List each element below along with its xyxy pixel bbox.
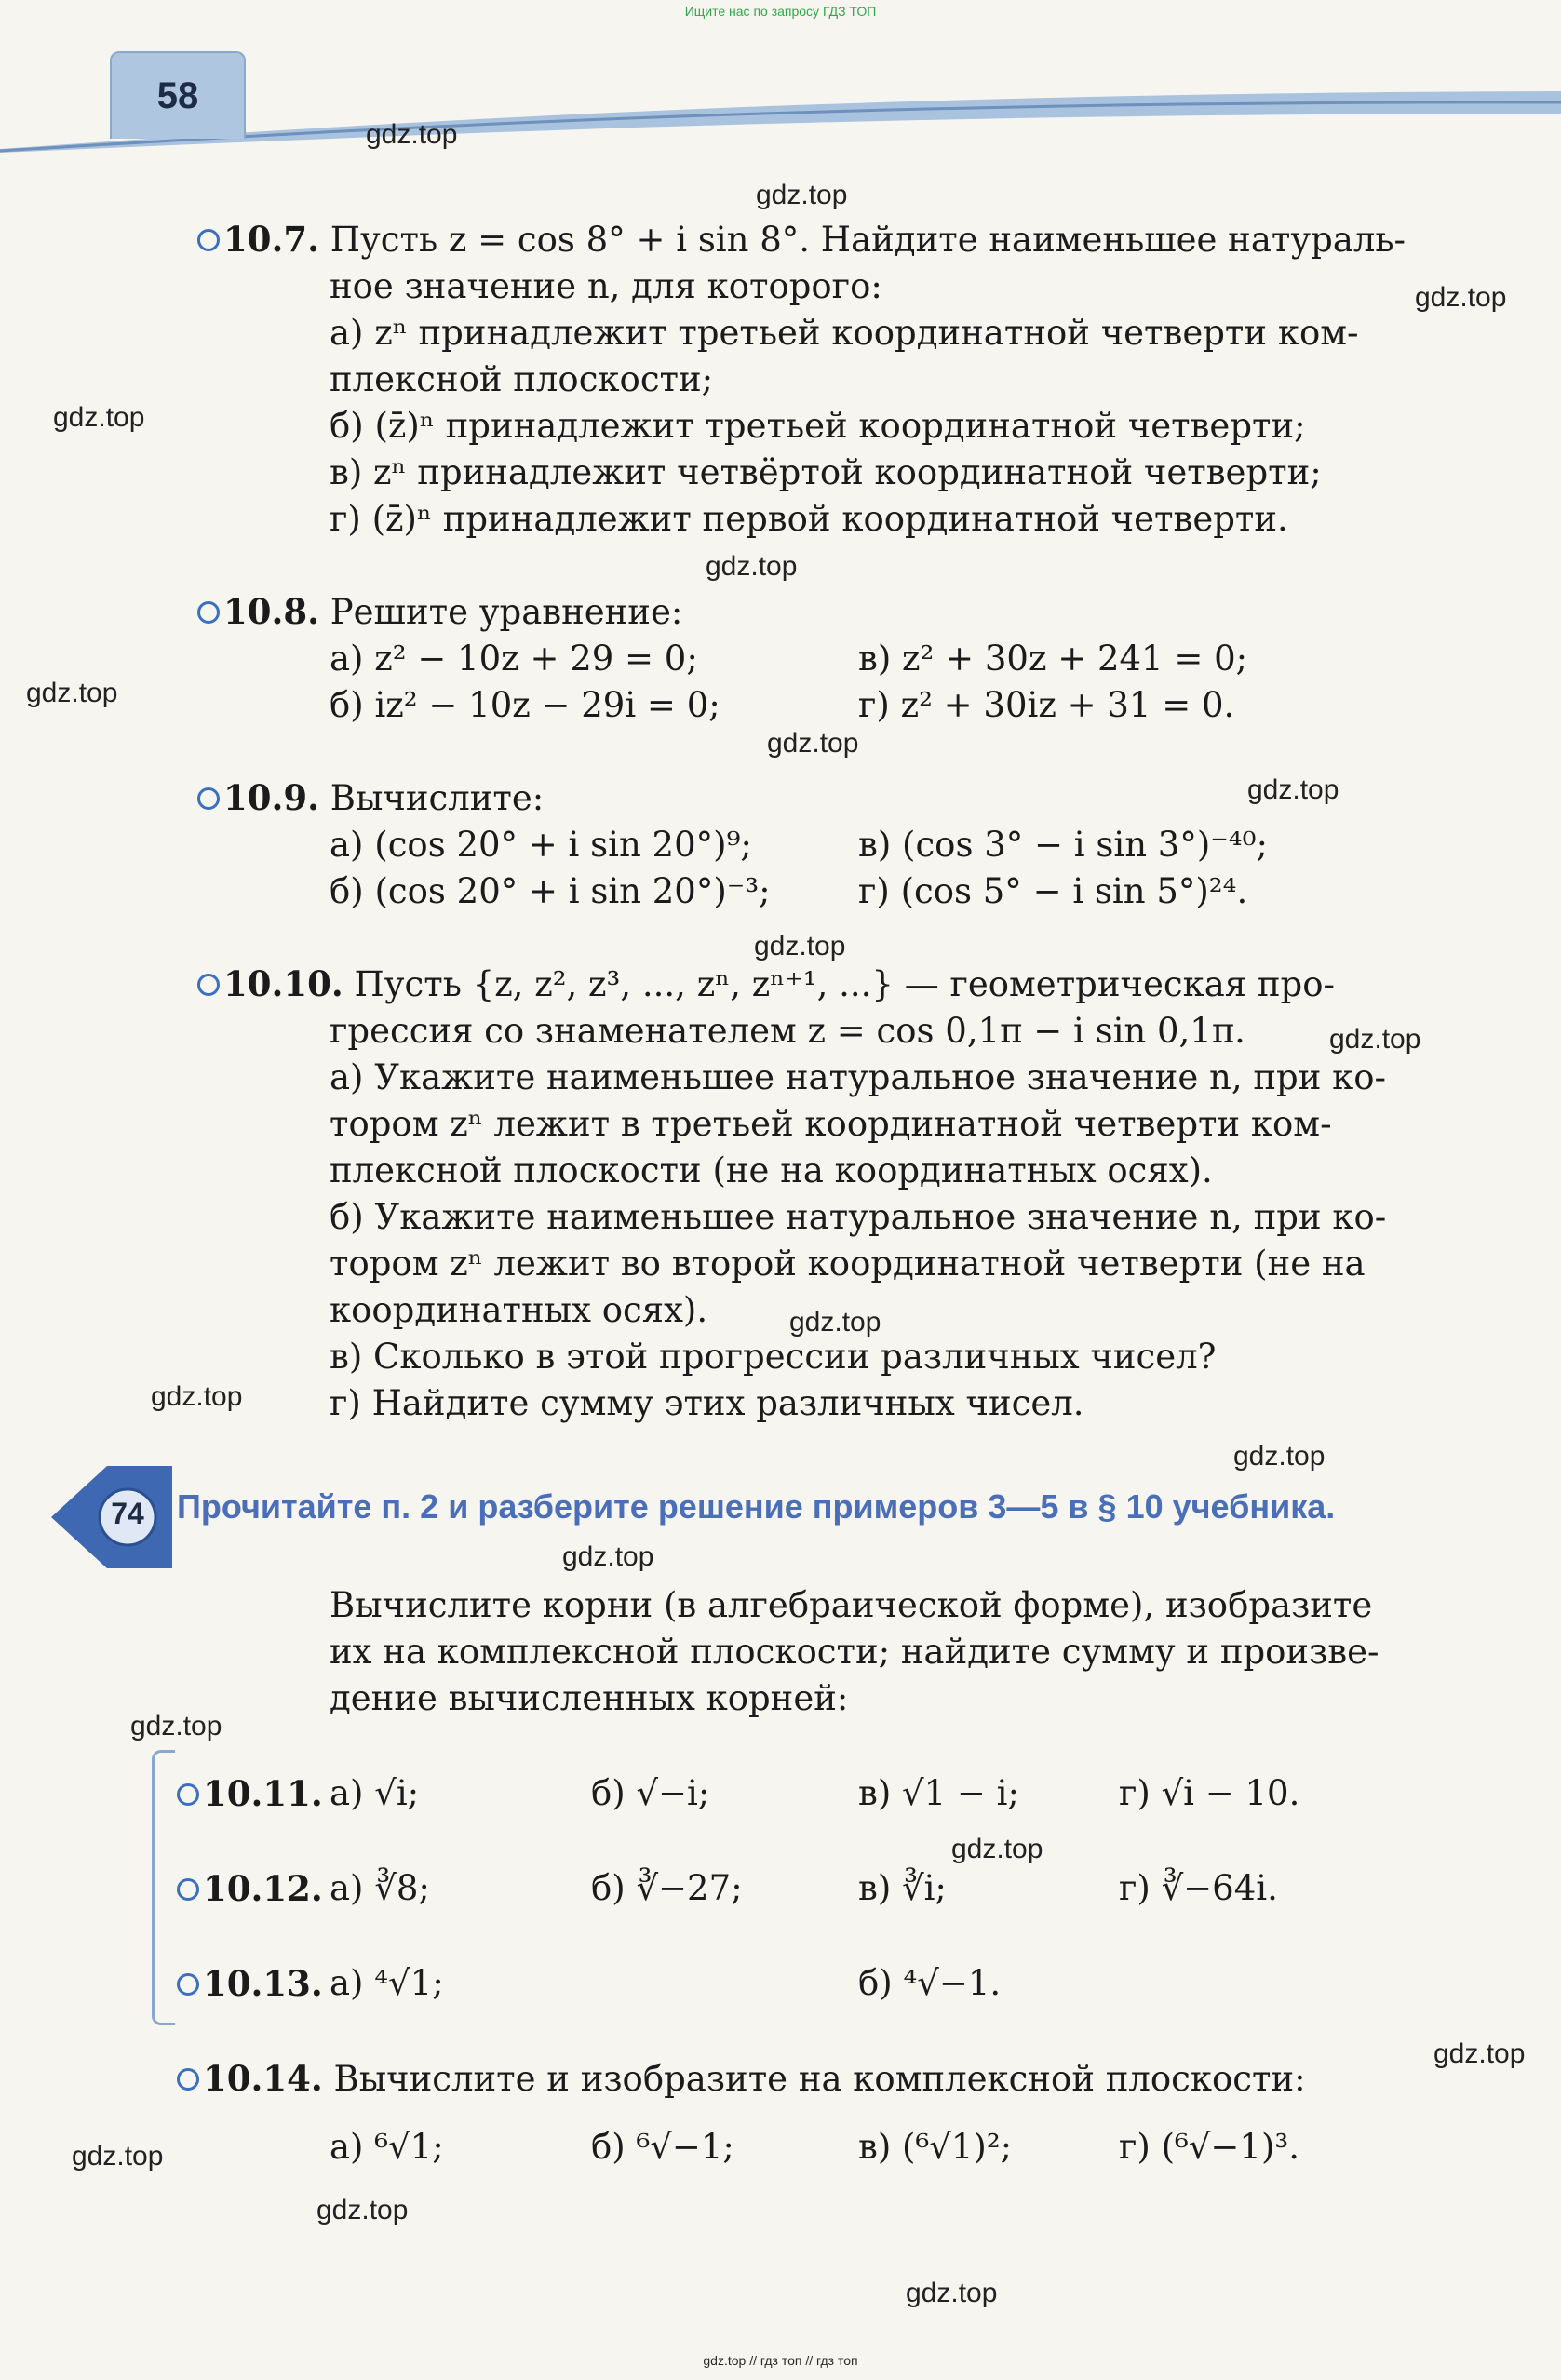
item-g: г) (cos 5° − i sin 5°)²⁴. [858, 871, 1248, 911]
exercise-line: координатных осях). [330, 1290, 708, 1330]
watermark: gdz.top [26, 678, 118, 708]
difficulty-circle-icon [177, 1783, 199, 1806]
exercise-number: 10.9. [223, 777, 319, 818]
difficulty-circle-icon [197, 974, 220, 996]
watermark: gdz.top [316, 2195, 409, 2225]
exercise-number: 10.8. [223, 591, 319, 632]
item-g: г) ∛−64i. [1119, 1868, 1278, 1908]
difficulty-circle-icon [177, 1973, 199, 1996]
exercise-group-bracket [152, 1750, 175, 2025]
exercise-line: Пусть z = cos 8° + i sin 8°. Найдите наименьшее натураль- [330, 220, 1406, 260]
exercise-10-13 [177, 1960, 1424, 2007]
exercise-line: в) zⁿ принадлежит четвёртой координатной четверти; [330, 452, 1322, 492]
watermark: gdz.top [151, 1381, 243, 1412]
exercise-10-14 [177, 2055, 1424, 2171]
watermark: gdz.top [562, 1541, 654, 1572]
intro-line: их на комплексной плоскости; найдите сумму и произве- [330, 1632, 1379, 1672]
section-badge [51, 1466, 172, 1568]
exercise-number: 10.7. [223, 219, 319, 260]
watermark: gdz.top [1433, 2038, 1526, 2069]
item-b: б) iz² − 10z − 29i = 0; [330, 685, 720, 725]
exercise-line: б) (z̄)ⁿ принадлежит третьей координатной четверти; [330, 406, 1306, 446]
exercise-number: 10.11. [203, 1773, 323, 1814]
exercise-10-12 [177, 1865, 1424, 1912]
item-b: б) ∛−27; [591, 1868, 743, 1908]
item-g: г) z² + 30iz + 31 = 0. [858, 685, 1235, 725]
item-v: в) √1 − i; [858, 1773, 1019, 1813]
item-v: в) ∛i; [858, 1868, 947, 1908]
exercise-line: тором zⁿ лежит в третьей координатной четверти ком- [330, 1104, 1332, 1144]
watermark: gdz.top [72, 2141, 164, 2172]
intro-line: дение вычисленных корней: [330, 1678, 849, 1718]
watermark: gdz.top [130, 1711, 222, 1741]
section-intro [330, 1582, 1379, 1722]
exercise-number: 10.12. [203, 1868, 323, 1909]
section-number: 74 [111, 1497, 144, 1530]
item-a: а) (cos 20° + i sin 20°)⁹; [330, 825, 752, 865]
watermark: gdz.top [789, 1307, 881, 1338]
exercise-line: плексной плоскости; [330, 359, 714, 399]
exercise-number: 10.13. [203, 1963, 323, 2004]
watermark: gdz.top [951, 1834, 1043, 1864]
exercise-line: плексной плоскости (не на координатных осях). [330, 1150, 1213, 1190]
item-b: б) ⁴√−1. [858, 1963, 1002, 2003]
watermark: gdz.top [906, 2278, 998, 2308]
item-a: а) z² − 10z + 29 = 0; [330, 639, 698, 679]
difficulty-circle-icon [177, 1878, 199, 1901]
exercise-number: 10.10. [223, 963, 343, 1004]
watermark: gdz.top [767, 728, 859, 759]
exercise-number: 10.14. [203, 2058, 323, 2099]
exercise-line: а) Укажите наименьшее натуральное значение n, при ко- [330, 1057, 1387, 1097]
item-b: б) ⁶√−1; [591, 2127, 734, 2167]
item-b: б) (cos 20° + i sin 20°)⁻³; [330, 871, 771, 911]
watermark: gdz.top [1329, 1024, 1421, 1055]
watermark: gdz.top [1415, 282, 1507, 313]
item-a: а) ∛8; [330, 1868, 430, 1908]
watermark: gdz.top [1233, 1441, 1326, 1472]
item-g: г) (⁶√−1)³. [1119, 2127, 1299, 2167]
item-a: а) ⁶√1; [330, 2127, 444, 2167]
exercise-line: г) (z̄)ⁿ принадлежит первой координатной четверти. [330, 499, 1288, 539]
exercise-10-7 [197, 216, 1406, 543]
intro-line: Вычислите корни (в алгебраической форме), изобразите [330, 1585, 1373, 1625]
exercise-line: а) zⁿ принадлежит третьей координатной четверти ком- [330, 313, 1359, 353]
exercise-line: б) Укажите наименьшее натуральное значение n, при ко- [330, 1197, 1387, 1237]
footer-note: gdz.top // гдз топ // гдз топ [703, 2353, 858, 2368]
exercise-title: Вычислите и изобразите на комплексной плоскости: [333, 2059, 1306, 2099]
item-v: в) z² + 30z + 241 = 0; [858, 639, 1248, 679]
item-g: г) √i − 10. [1119, 1773, 1300, 1813]
exercise-line: в) Сколько в этой прогрессии различных чисел? [330, 1337, 1217, 1377]
item-v: в) (cos 3° − i sin 3°)⁻⁴⁰; [858, 825, 1268, 865]
page-number: 58 [110, 51, 246, 139]
exercise-10-10 [197, 961, 1386, 1427]
exercise-line: ное значение n, для которого: [330, 266, 882, 306]
watermark: gdz.top [1247, 774, 1339, 805]
section-header: Прочитайте п. 2 и разберите решение примеров 3—5 в § 10 учебника. [177, 1487, 1336, 1526]
exercise-title: Вычислите: [330, 778, 545, 818]
item-a: а) √i; [330, 1773, 420, 1813]
watermark: gdz.top [756, 180, 848, 210]
top-note: Ищите нас по запросу ГДЗ ТОП [684, 4, 877, 19]
difficulty-circle-icon [177, 2068, 199, 2091]
difficulty-circle-icon [197, 229, 220, 251]
item-b: б) √−i; [591, 1773, 710, 1813]
exercise-line: Пусть {z, z², z³, ..., zⁿ, zⁿ⁺¹, ...} — геометрическая про- [354, 964, 1336, 1004]
watermark: gdz.top [366, 119, 458, 150]
item-a: а) ⁴√1; [330, 1963, 444, 2003]
exercise-line: грессия со знаменателем z = cos 0,1π − i sin 0,1π. [330, 1011, 1245, 1051]
exercise-line: тором zⁿ лежит во второй координатной четверти (не на [330, 1244, 1366, 1284]
exercise-line: г) Найдите сумму этих различных чисел. [330, 1383, 1084, 1423]
difficulty-circle-icon [197, 601, 220, 624]
item-v: в) (⁶√1)²; [858, 2127, 1013, 2167]
difficulty-circle-icon [197, 787, 220, 810]
exercise-10-11 [177, 1770, 1424, 1817]
watermark: gdz.top [754, 931, 846, 961]
watermark: gdz.top [706, 551, 798, 582]
exercise-10-8 [197, 588, 1445, 729]
exercise-title: Решите уравнение: [330, 592, 683, 632]
watermark: gdz.top [53, 402, 145, 433]
